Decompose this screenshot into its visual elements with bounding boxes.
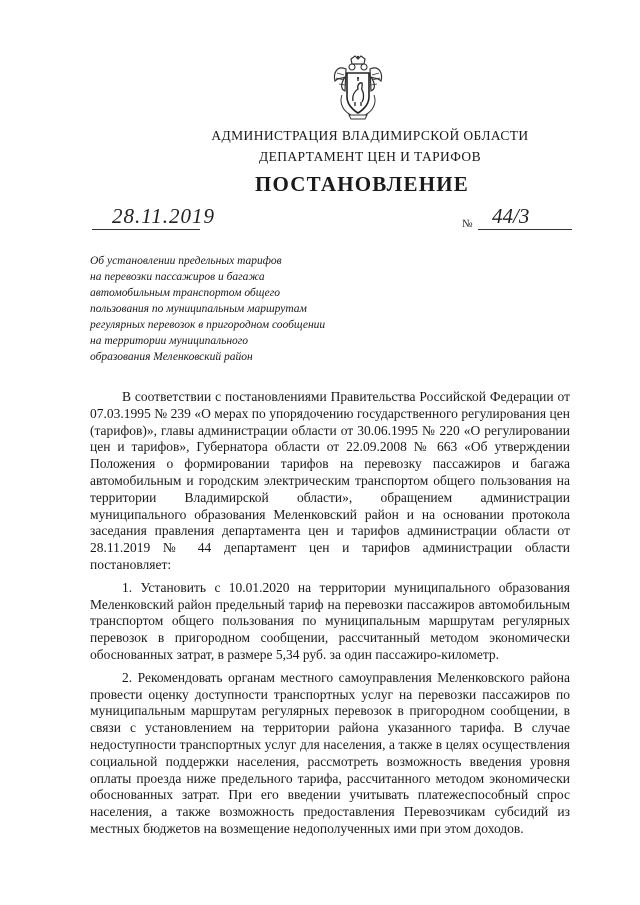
subject-line: регулярных перевозок в пригородном сообщении (90, 319, 326, 331)
date-underline (92, 229, 200, 230)
resolution-item-1: 1. Установить с 10.01.2020 на территории муниципального образования Меленковский район предельный тариф на перевозки пассажиров автомобильным транспортом общего пользования по муниципальным маршрутам регулярных перевозок в пригородном сообщении, рассчитанный методом экономически обоснованных затрат, в размере 5,34 руб. за один пассажиро-километр. (90, 579, 570, 662)
document-body (90, 389, 570, 838)
subject-line: автомобильным транспортом общего (90, 287, 281, 299)
subject-line: Об установлении предельных тарифов (90, 255, 282, 267)
document-subject (90, 253, 390, 365)
number-underline (478, 229, 572, 230)
document-number: 44/3 (492, 204, 530, 228)
resolution-item-2: 2. Рекомендовать органам местного самоуправления Меленковского района провести оценку доступности транспортных услуг на перевозки пассажиров по муниципальным маршрутам регулярных перевозок в пригородном сообщении, в связи с установлением на территории района указанного тарифа. В случае недоступности транспортных услуг для населения, а также в целях осуществления социальной поддержки населения, рассмотреть возможность введения уровня оплаты проезда ниже предельного тарифа, рассчитанного методом экономически обоснованных затрат. При его введении учитывать платежеспособный спрос населения, а также возможность предоставления Перевозчикам субсидий из местных бюджетов на возмещение недополученных ими при этом доходов. (90, 669, 570, 836)
org-name-line1: АДМИНИСТРАЦИЯ ВЛАДИМИРСКОЙ ОБЛАСТИ (211, 128, 529, 143)
coat-of-arms-icon (331, 55, 385, 121)
subject-line: на перевозки пассажиров и багажа (90, 271, 265, 283)
subject-line: на территории муниципального (90, 335, 249, 347)
org-name-line2: ДЕПАРТАМЕНТ ЦЕН И ТАРИФОВ (259, 149, 481, 164)
subject-line: образования Меленковский район (90, 351, 253, 363)
document-title: ПОСТАНОВЛЕНИЕ (254, 172, 470, 196)
document-date: 28.11.2019 (112, 204, 215, 228)
preamble-paragraph: В соответствии с постановлениями Правительства Российской Федерации от 07.03.1995 № 239 «О мерах по упорядочению государственного регулирования цен (тарифов)», главы администрации области от 30.06.1995 № 220 «О регулировании цен и тарифов», Губернатора области от 22.09.2008 № 663 «Об утверждении Положения о формировании тарифов на перевозку пассажиров и багажа автомобильным и городским электрическим транспортом общего пользования на территории Владимирской области», обращением администрации муниципального образования Меленковский район и на основании протокола заседания правления департамента цен и тарифов администрации области от 28.11.2019 № 44 департамент цен и тарифов администрации области постановляет: (90, 389, 570, 572)
number-sign: № (462, 218, 473, 230)
subject-line: пользования по муниципальным маршрутам (90, 303, 307, 315)
